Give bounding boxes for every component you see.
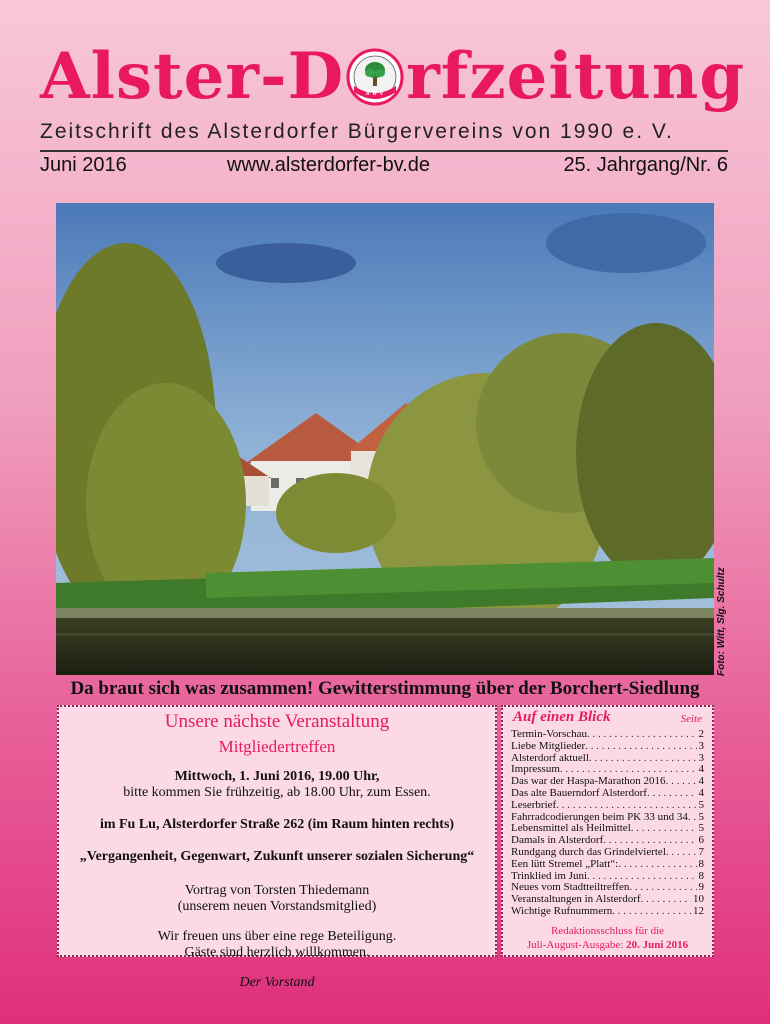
contents-item-leader <box>612 906 691 918</box>
cover-photo <box>56 203 714 675</box>
contents-item-page: 3 <box>698 751 704 764</box>
newspaper-title <box>40 39 746 114</box>
contents-item-label: Impressum <box>511 763 560 776</box>
contents-item-page: 4 <box>698 775 704 788</box>
subtitle: Zeitschrift des Alsterdorfer Bürgervereins von 1990 e. V. <box>40 120 674 143</box>
deadline-line: Redaktionsschluss für die <box>550 924 665 937</box>
contents-item-label: Das alte Bauerndorf Alsterdorf <box>511 786 647 799</box>
photo-caption: Da braut sich was zusammen! Gewitterstimmung über der Borchert-Siedlung <box>70 678 700 699</box>
contents-item-label: Termin-Vorschau <box>511 728 588 740</box>
contents-item-leader <box>585 741 696 753</box>
contents-item-label: Das war der Haspa-Marathon 2016 <box>511 775 666 788</box>
deadline-prefix: Juli-August-Ausgabe: <box>526 938 624 951</box>
contents-item-page: 8 <box>698 869 704 882</box>
contents-item-label: Lebensmittel als Heilmittel <box>511 822 631 835</box>
contents-item-page: 3 <box>698 739 704 752</box>
contents-header <box>511 709 704 729</box>
contents-box <box>501 705 714 957</box>
contents-item-label: Leserbrief <box>511 798 557 811</box>
contents-item-leader <box>641 894 691 906</box>
deadline-note <box>511 924 704 952</box>
contents-item <box>511 847 704 859</box>
contents-item-page: 6 <box>698 834 704 847</box>
contents-item <box>511 906 704 918</box>
contents-heading: Auf einen Blick <box>513 709 611 725</box>
contents-item-leader <box>556 800 696 812</box>
deadline-issue-line <box>511 938 704 952</box>
contents-item-page: 4 <box>698 763 704 776</box>
event-welcome: Wir freuen uns über eine rege Beteiligung. <box>157 929 397 944</box>
event-speaker: Vortrag von Torsten Thiedemann <box>184 883 370 898</box>
contents-item-page: 5 <box>698 810 704 823</box>
masthead <box>0 0 770 200</box>
deadline-date: 20. Juni 2016 <box>626 938 689 951</box>
contents-item-label: Trinklied im Juni <box>511 869 587 882</box>
contents-item-leader <box>688 812 697 824</box>
contents-item-page: 5 <box>698 798 704 811</box>
contents-item-leader <box>631 823 697 835</box>
contents-item-page: 4 <box>698 786 704 799</box>
contents-item-label: Wichtige Rufnummern <box>511 904 613 917</box>
contents-item-label: Fahrradcodierungen beim PK 33 und 34 <box>511 810 688 823</box>
contents-item <box>511 741 704 753</box>
contents-item-page: 2 <box>698 728 704 740</box>
contents-item-page: 9 <box>698 881 704 894</box>
seal-lettering: A B V <box>365 91 385 97</box>
contents-item-label: Damals in Alsterdorf <box>511 834 604 847</box>
contents-item-label: Alsterdorf aktuell <box>511 751 589 764</box>
contents-item-leader <box>587 729 696 741</box>
event-guests-note: Gäste sind herzlich willkommen. <box>184 945 370 960</box>
contents-item-page: 7 <box>698 845 704 858</box>
event-date: Mittwoch, 1. Juni 2016, 19.00 Uhr, <box>174 769 380 784</box>
contents-item-label: Neues vom Stadtteiltreffen <box>511 881 630 894</box>
contents-item-label: Veranstaltungen in Alsterdorf <box>511 893 641 906</box>
masthead-rule <box>40 150 728 152</box>
next-event-box <box>57 705 497 990</box>
contents-item <box>511 859 704 871</box>
contents-item <box>511 800 704 812</box>
issue-info-row <box>40 154 728 184</box>
contents-page-label: Seite <box>680 713 702 725</box>
event-speaker-note: (unserem neuen Vorstandsmitglied) <box>177 899 377 914</box>
photo-credit: Foto: Witt, Slg. Schultz <box>716 567 727 676</box>
contents-item <box>511 788 704 800</box>
contents-item-leader <box>589 753 697 765</box>
event-topic: „Vergangenheit, Gegenwart, Zukunft unserer sozialen Sicherung“ <box>79 849 475 864</box>
contents-item-page: 10 <box>693 893 704 906</box>
event-signature: Der Vorstand <box>239 975 315 990</box>
club-seal-logo <box>346 48 404 106</box>
contents-item-leader <box>618 859 696 871</box>
volume-number: 25. Jahrgang/Nr. 6 <box>563 154 728 176</box>
contents-item-label: Rundgang durch das Grindelviertel <box>511 845 666 858</box>
title-part-2: rfzeitung <box>406 39 746 114</box>
contents-item-label: Een lütt Stremel „Platt“: <box>511 857 619 870</box>
website-link[interactable]: www.alsterdorfer-bv.de <box>227 154 431 176</box>
contents-item-page: 5 <box>698 822 704 835</box>
contents-item-leader <box>666 847 697 859</box>
contents-list <box>511 729 704 918</box>
contents-item-page: 12 <box>693 904 704 917</box>
issue-date: Juni 2016 <box>40 154 127 176</box>
contents-item-leader <box>666 776 697 788</box>
event-location: im Fu Lu, Alsterdorfer Straße 262 (im Raum hinten rechts) <box>99 817 455 832</box>
event-subheading: Mitgliedertreffen <box>218 737 336 756</box>
contents-item-leader <box>647 788 697 800</box>
title-part-1: Alster-D <box>40 39 345 114</box>
contents-item-label: Liebe Mitglieder <box>511 739 586 752</box>
event-heading: Unsere nächste Veranstaltung <box>164 711 390 732</box>
event-arrival-note: bitte kommen Sie frühzeitig, ab 18.00 Uhr, zum Essen. <box>123 785 431 800</box>
contents-item-page: 8 <box>698 857 704 870</box>
